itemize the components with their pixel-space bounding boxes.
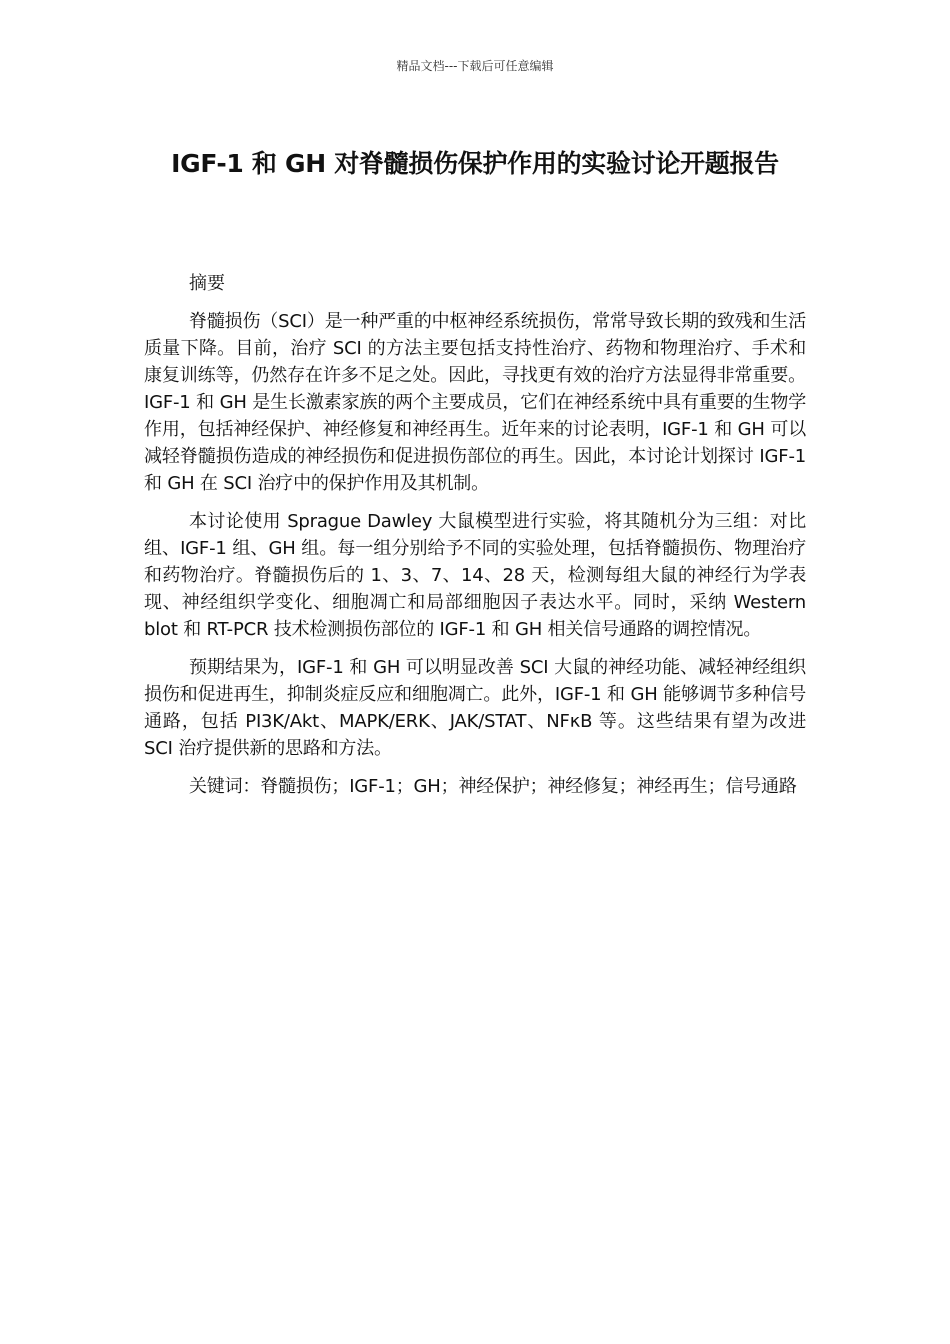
abstract-heading: 摘要 bbox=[189, 273, 225, 294]
abstract-paragraph-background: 脊髓损伤（SCI）是一种严重的中枢神经系统损伤，常常导致长期的致残和生活质量下降。目前，治疗 SCI 的方法主要包括支持性治疗、药物和物理治疗、手术和康复训练等，仍然存在许多不足之处。因此，寻找更有效的治疗方法显得非常重要。IGF-1 和 GH 是生长激素家族的两个主要成员，它们在神经系统中具有重要的生物学作用，包括神经保护、神经修复和神经再生。近年来的讨论表明，IGF-1 和 GH 可以减轻脊髓损伤造成的神经损伤和促进损伤部位的再生。因此，本讨论计划探讨 IGF-1 和 GH 在 SCI 治疗中的保护作用及其机制。 bbox=[144, 311, 806, 494]
abstract-paragraph-methods: 本讨论使用 Sprague Dawley 大鼠模型进行实验，将其随机分为三组：对比组、IGF-1 组、GH 组。每一组分别给予不同的实验处理，包括脊髓损伤、物理治疗和药物治疗。脊髓损伤后的 1、3、7、14、28 天，检测每组大鼠的神经行为学表现、神经组织学变化、细胞凋亡和局部细胞因子表达水平。同时，采纳 Western blot 和 RT-PCR 技术检测损伤部位的 IGF-1 和 GH 相关信号通路的调控情况。 bbox=[144, 511, 806, 640]
abstract-paragraph-expected-results: 预期结果为，IGF-1 和 GH 可以明显改善 SCI 大鼠的神经功能、减轻神经组织损伤和促进再生，抑制炎症反应和细胞凋亡。此外，IGF-1 和 GH 能够调节多种信号通路，包括 PI3K/Akt、MAPK/ERK、JAK/STAT、NFκB 等。这些结果有望为改进 SCI 治疗提供新的思路和方法。 bbox=[144, 657, 806, 759]
keywords-paragraph: 关键词：脊髓损伤；IGF-1；GH；神经保护；神经修复；神经再生；信号通路 bbox=[189, 776, 797, 797]
document-body bbox=[144, 270, 806, 811]
page-header-watermark: 精品文档---下载后可任意编辑 bbox=[396, 59, 554, 73]
document-title: IGF-1 和 GH 对脊髓损伤保护作用的实验讨论开题报告 bbox=[171, 149, 779, 178]
